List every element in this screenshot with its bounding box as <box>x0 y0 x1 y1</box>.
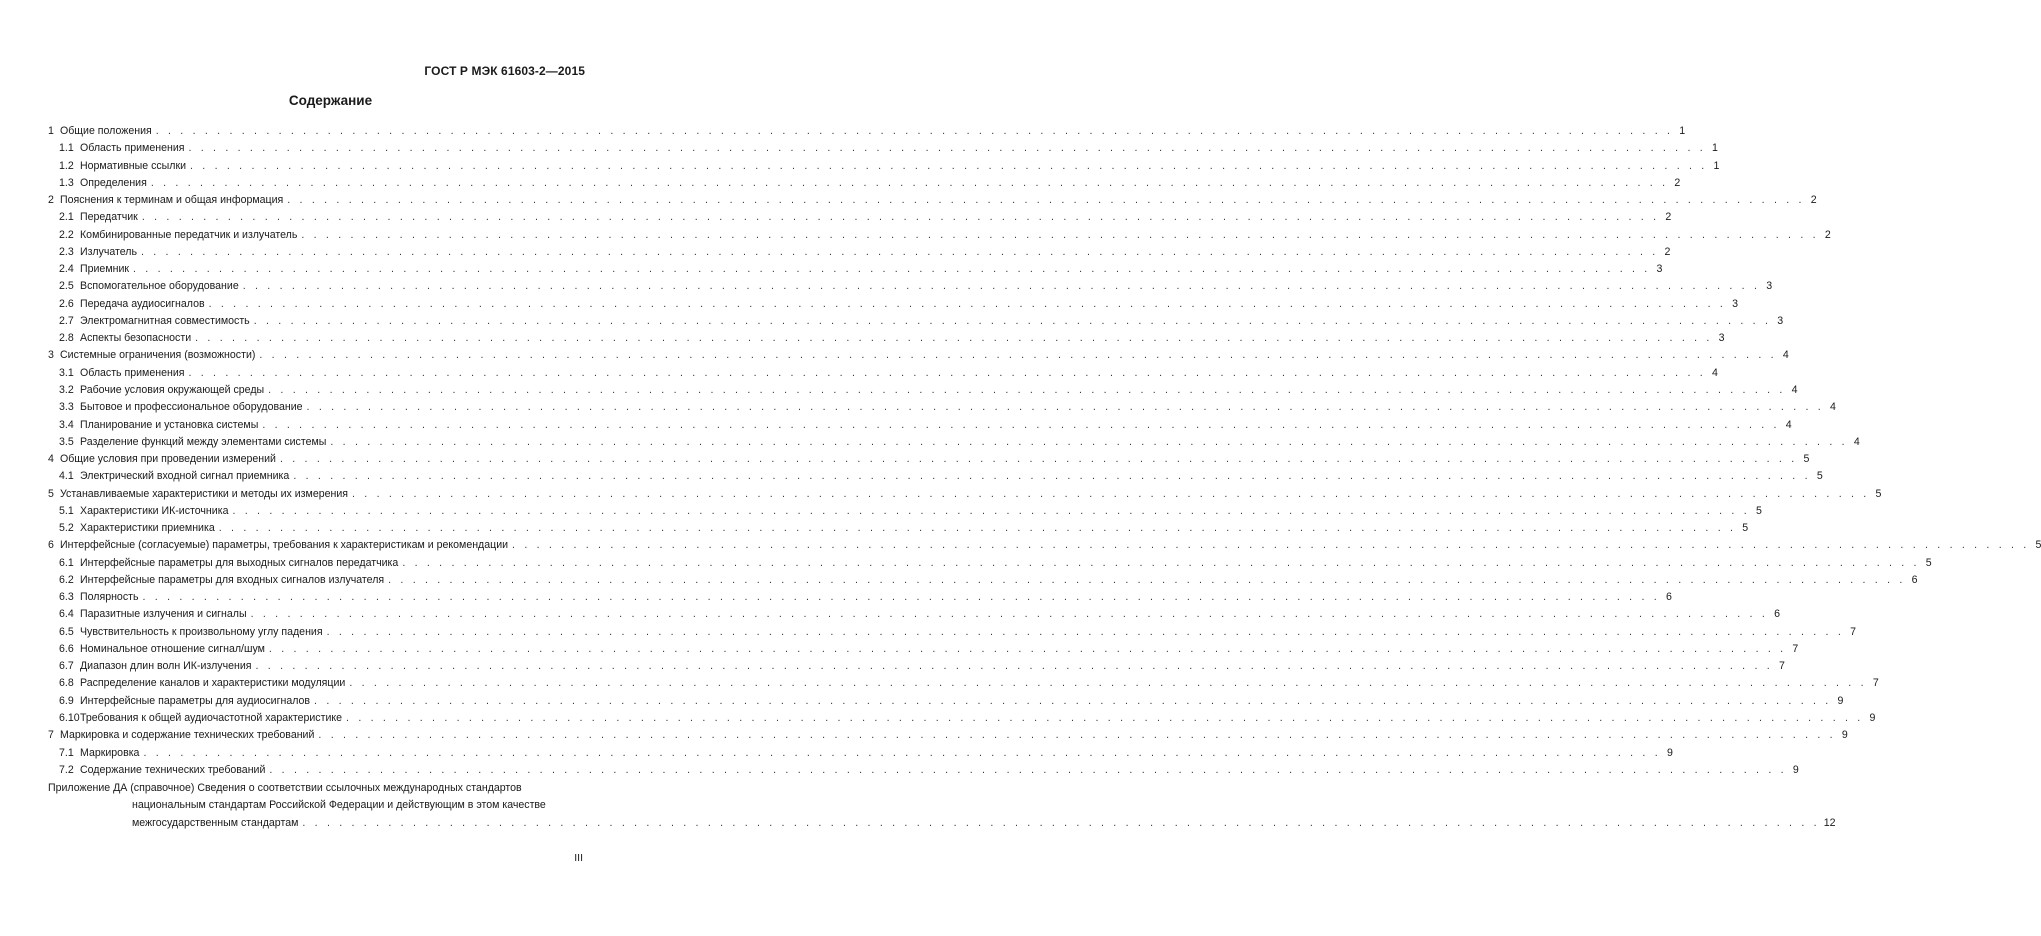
toc-entry[interactable] <box>48 468 1823 485</box>
toc-entry-page: 5 <box>1742 522 1749 535</box>
toc-entry-page: 9 <box>1837 694 1844 707</box>
toc-entry-number: 6 <box>48 539 54 552</box>
annex-line-3: межгосударственным стандартам <box>132 816 299 829</box>
toc-entry-number: 3.2 <box>59 383 74 396</box>
toc-entry-title: Паразитные излучения и сигналы <box>80 608 247 621</box>
toc-entry-number: 6.8 <box>59 677 74 690</box>
toc-entry-title: Содержание технических требований <box>80 763 266 776</box>
toc-entry[interactable] <box>48 175 1681 192</box>
dot-leader <box>259 347 1776 364</box>
dot-leader <box>133 261 1650 278</box>
dot-leader <box>254 313 1771 330</box>
toc-entry[interactable] <box>48 503 1762 520</box>
toc-entry-number: 7.1 <box>59 746 74 759</box>
toc-entry-number: 6.9 <box>59 694 74 707</box>
toc-entry[interactable] <box>48 589 1672 606</box>
dot-leader <box>287 192 1804 209</box>
dot-leader <box>349 675 1866 692</box>
dot-leader <box>330 434 1847 451</box>
toc-entry-page: 1 <box>1711 142 1718 155</box>
toc-entry[interactable] <box>48 417 1792 434</box>
dot-leader <box>156 123 1673 140</box>
toc-entry[interactable] <box>48 520 1749 537</box>
toc-entry[interactable] <box>48 140 1718 157</box>
toc-entry[interactable] <box>48 261 1663 278</box>
toc-entry-page: 4 <box>1785 418 1792 431</box>
toc-entry[interactable] <box>48 658 1785 675</box>
toc-entry-page: 5 <box>2035 539 2041 552</box>
toc-entry[interactable] <box>48 313 1784 330</box>
toc-entry-title: Маркировка и содержание технических требований <box>60 729 315 742</box>
toc-entry-page: 6 <box>1665 591 1672 604</box>
toc-entry[interactable] <box>48 365 1718 382</box>
toc-entry[interactable] <box>48 434 1860 451</box>
page-number: III <box>574 852 583 864</box>
dot-leader <box>293 468 1810 485</box>
dot-leader <box>142 209 1659 226</box>
annex-line-2: национальным стандартам Российской Федерации и действующим в этом качестве <box>132 799 546 812</box>
toc-entry[interactable] <box>48 606 1780 623</box>
toc-entry-title: Общие условия при проведении измерений <box>60 453 276 466</box>
toc-entry[interactable] <box>48 209 1672 226</box>
dot-leader <box>512 537 2029 554</box>
toc-entry-page: 4 <box>1711 366 1718 379</box>
toc-entry-title: Вспомогательное оборудование <box>80 280 239 293</box>
toc-entry-title: Нормативные ссылки <box>80 159 187 172</box>
toc-entry-number: 2.8 <box>59 332 74 345</box>
dot-leader <box>195 330 1712 347</box>
dot-leader <box>262 417 1779 434</box>
toc-entry-title: Диапазон длин волн ИК-излучения <box>80 660 252 673</box>
toc-entry-number: 1.3 <box>59 176 74 189</box>
toc-entry-page: 2 <box>1674 176 1681 189</box>
dot-leader <box>256 658 1773 675</box>
toc-entry-title: Электромагнитная совместимость <box>80 314 250 327</box>
dot-leader <box>302 815 1819 832</box>
toc-entry[interactable] <box>48 727 1848 744</box>
toc-entry[interactable] <box>48 486 1882 503</box>
dot-leader <box>352 486 1869 503</box>
toc-entry[interactable] <box>48 676 1879 693</box>
toc-entry-number: 5 <box>48 487 54 500</box>
toc-entry[interactable] <box>48 693 1844 710</box>
toc-entry-title: Бытовое и профессиональное оборудование <box>80 401 303 414</box>
toc-entry[interactable] <box>48 555 1932 572</box>
toc-entry-title: Область применения <box>80 142 185 155</box>
toc-entry-page: 6 <box>1911 573 1918 586</box>
toc-entry-title: Системные ограничения (возможности) <box>60 349 256 362</box>
toc-entry-page: 6 <box>1774 608 1780 621</box>
dot-leader <box>219 520 1736 537</box>
toc-entry-number: 2.7 <box>59 314 74 327</box>
dot-leader <box>346 710 1863 727</box>
dot-leader <box>268 382 1785 399</box>
toc-entry-number: 2.6 <box>59 297 74 310</box>
toc-entry[interactable] <box>48 123 1686 140</box>
toc-entry-page: 3 <box>1656 263 1663 276</box>
dot-leader <box>188 365 1705 382</box>
toc-entry[interactable] <box>48 278 1773 295</box>
toc-entry-page: 7 <box>1778 660 1785 673</box>
toc-entry-number: 3.3 <box>59 401 74 414</box>
toc-entry-title: Планирование и установка системы <box>80 418 259 431</box>
toc-entry-number: 3.4 <box>59 418 74 431</box>
toc-entry-number: 1.1 <box>59 142 74 155</box>
toc-entry-title: Рабочие условия окружающей среды <box>80 383 265 396</box>
toc-entry[interactable] <box>48 192 1817 209</box>
toc-entry-page: 9 <box>1666 746 1673 759</box>
toc-entry-page: 1 <box>1713 159 1720 172</box>
toc-entry[interactable] <box>48 330 1725 347</box>
toc-entry-number: 6.5 <box>59 625 74 638</box>
toc-entry-page: 5 <box>1803 453 1810 466</box>
toc-entry-page: 1 <box>1679 124 1686 137</box>
dot-leader <box>151 175 1668 192</box>
toc-entry-number: 6.4 <box>59 608 74 621</box>
toc-entry-number: 3 <box>48 349 54 362</box>
toc-entry[interactable] <box>48 244 1671 261</box>
toc-entry-title: Аспекты безопасности <box>80 332 192 345</box>
dot-leader <box>190 158 1707 175</box>
toc-entry[interactable] <box>48 745 1673 762</box>
toc-entry-number: 3.1 <box>59 366 74 379</box>
toc-entry-page: 7 <box>1792 642 1799 655</box>
toc-entry[interactable] <box>48 537 2041 554</box>
document-code: ГОСТ Р МЭК 61603-2—2015 <box>424 64 585 78</box>
toc-entry-number: 6.10 <box>59 712 80 725</box>
toc-entry-number: 6.6 <box>59 642 74 655</box>
toc-entry-title: Общие положения <box>60 124 152 137</box>
toc-entry-page: 7 <box>1872 677 1879 690</box>
toc-entry-page: 3 <box>1718 332 1725 345</box>
toc-entry-title: Характеристики приемника <box>80 522 215 535</box>
dot-leader <box>188 140 1705 157</box>
dot-leader <box>251 606 1768 623</box>
dot-leader <box>327 624 1844 641</box>
toc-entry-title: Полярность <box>80 591 139 604</box>
toc-entry-page: 3 <box>1777 314 1784 327</box>
toc-entry-title: Характеристики ИК-источника <box>80 504 229 517</box>
dot-leader <box>314 693 1831 710</box>
dot-leader <box>318 727 1835 744</box>
toc-entry-page: 5 <box>1875 487 1882 500</box>
toc-entry-title: Требования к общей аудиочастотной характеристике <box>80 712 343 725</box>
toc-entry-page: 9 <box>1792 763 1799 776</box>
dot-leader <box>269 641 1786 658</box>
toc-entry-number: 5.2 <box>59 522 74 535</box>
toc-entry-number: 4.1 <box>59 470 74 483</box>
toc-entry-number: 2 <box>48 194 54 207</box>
toc-entry-number: 2.1 <box>59 211 74 224</box>
toc-entry-page: 9 <box>1869 712 1876 725</box>
toc-entry-page: 5 <box>1816 470 1823 483</box>
toc-entry-number: 6.1 <box>59 556 74 569</box>
annex-line-1: Приложение ДА (справочное) Сведения о соответствии ссылочных международных стандартов <box>48 782 522 795</box>
dot-leader <box>232 503 1749 520</box>
dot-leader <box>388 572 1905 589</box>
toc-entry-page: 5 <box>1925 556 1932 569</box>
toc-title: Содержание <box>288 93 373 108</box>
toc-entry-number: 1 <box>48 124 54 137</box>
toc-entry-page: 3 <box>1732 297 1738 310</box>
dot-leader <box>307 399 1824 416</box>
table-of-contents <box>48 123 2041 832</box>
toc-entry-title: Излучатель <box>80 245 137 258</box>
dot-leader <box>243 278 1760 295</box>
toc-entry[interactable] <box>48 347 1789 364</box>
toc-entry-title: Интерфейсные параметры для входных сигналов излучателя <box>80 573 385 586</box>
toc-entry-number: 7 <box>48 729 54 742</box>
toc-entry-title: Передача аудиосигналов <box>80 297 205 310</box>
toc-entry-page: 2 <box>1665 211 1672 224</box>
dot-leader <box>141 244 1658 261</box>
dot-leader <box>143 589 1660 606</box>
toc-entry-number: 1.2 <box>59 159 74 172</box>
toc-entry-title: Электрический входной сигнал приемника <box>80 470 290 483</box>
dot-leader <box>143 745 1660 762</box>
toc-entry-title: Определения <box>80 176 147 189</box>
toc-entry[interactable] <box>48 641 1799 658</box>
toc-entry-title: Интерфейсные (согласуемые) параметры, требования к характеристикам и рекомендации <box>60 539 509 552</box>
toc-entry-page: 9 <box>1841 729 1848 742</box>
toc-entry-page: 4 <box>1853 435 1860 448</box>
toc-entry[interactable] <box>48 399 1836 416</box>
dot-leader <box>301 227 1818 244</box>
annex-page-number: 12 <box>1823 816 1836 829</box>
toc-entry-title: Пояснения к терминам и общая информация <box>60 194 284 207</box>
dot-leader <box>209 296 1726 313</box>
toc-entry-page: 2 <box>1810 194 1817 207</box>
toc-entry[interactable] <box>48 572 1918 589</box>
toc-entry-number: 3.5 <box>59 435 74 448</box>
toc-entry-number: 4 <box>48 453 54 466</box>
toc-entry[interactable] <box>48 762 1799 779</box>
dot-leader <box>269 762 1786 779</box>
toc-entry-number: 6.2 <box>59 573 74 586</box>
dot-leader <box>280 451 1797 468</box>
toc-entry[interactable] <box>48 158 1720 175</box>
toc-entry-page: 7 <box>1850 625 1856 638</box>
toc-entry[interactable] <box>48 451 1810 468</box>
toc-annex-entry[interactable] <box>48 780 1836 832</box>
toc-entry-number: 5.1 <box>59 504 74 517</box>
toc-entry-title: Приемник <box>80 263 130 276</box>
toc-entry-number: 2.2 <box>59 228 74 241</box>
toc-entry-number: 6.7 <box>59 660 74 673</box>
toc-entry-title: Чувствительность к произвольному углу падения <box>80 625 323 638</box>
toc-entry-page: 2 <box>1824 228 1831 241</box>
toc-entry-title: Интерфейсные параметры для выходных сигналов передатчика <box>80 556 399 569</box>
toc-entry[interactable] <box>48 296 1738 313</box>
toc-entry-title: Устанавливаемые характеристики и методы их измерения <box>60 487 349 500</box>
toc-entry[interactable] <box>48 624 1856 641</box>
toc-entry[interactable] <box>48 382 1798 399</box>
toc-entry-page: 4 <box>1782 349 1789 362</box>
dot-leader <box>402 555 1919 572</box>
toc-entry-title: Комбинированные передатчик и излучатель <box>80 228 298 241</box>
toc-entry-number: 7.2 <box>59 763 74 776</box>
toc-entry-number: 2.4 <box>59 263 74 276</box>
toc-entry-number: 6.3 <box>59 591 74 604</box>
toc-entry-title: Передатчик <box>80 211 138 224</box>
toc-entry[interactable] <box>48 227 1831 244</box>
toc-entry-page: 4 <box>1830 401 1836 414</box>
toc-entry-page: 4 <box>1791 383 1798 396</box>
toc-entry-page: 2 <box>1664 245 1671 258</box>
toc-entry-page: 5 <box>1755 504 1762 517</box>
toc-entry-number: 2.5 <box>59 280 74 293</box>
toc-entry-title: Номинальное отношение сигнал/шум <box>80 642 265 655</box>
toc-entry-title: Область применения <box>80 366 185 379</box>
toc-entry-title: Распределение каналов и характеристики модуляции <box>80 677 346 690</box>
toc-entry-title: Интерфейсные параметры для аудиосигналов <box>80 694 311 707</box>
toc-entry[interactable] <box>48 710 1876 727</box>
toc-entry-page: 3 <box>1766 280 1773 293</box>
toc-entry-title: Маркировка <box>80 746 140 759</box>
toc-entry-number: 2.3 <box>59 245 74 258</box>
toc-entry-title: Разделение функций между элементами системы <box>80 435 327 448</box>
